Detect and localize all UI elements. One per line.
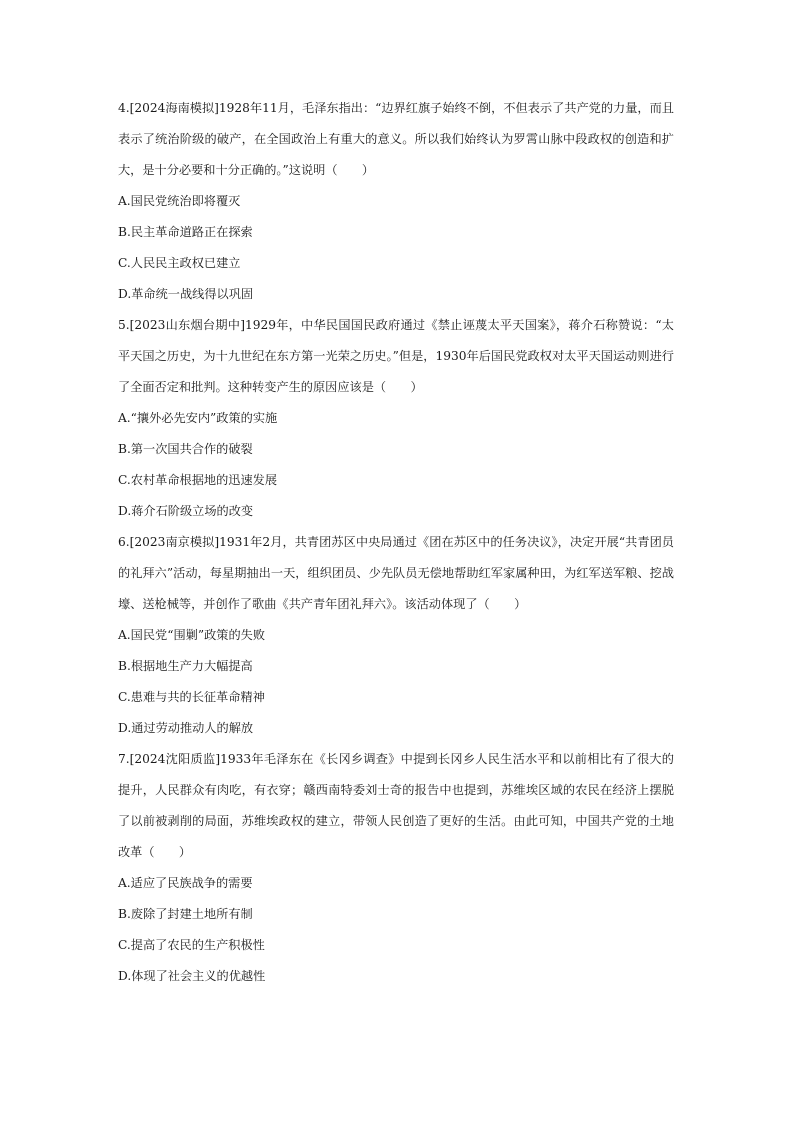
option-b: B.根据地生产力大幅提高: [118, 659, 253, 673]
question-stem: 5.[2023山东烟台期中]1929年，中华民国国民政府通过《禁止诬蔑太平天国案》，蒋介石称赞说：“太平天国之历史，为十九世纪在东方第一光荣之历史。”但是，1930年后国民党政权对太平天国运动则进行了全面否定和批判。这种转变产生的原因应该是（ ）: [118, 318, 674, 394]
question-stem: 6.[2023南京模拟]1931年2月，共青团苏区中央局通过《团在苏区中的任务决议》，决定开展“共青团员的礼拜六”活动，每星期抽出一天，组织团员、少先队员无偿地帮助红军家属种田，为红军送军粮、挖战壕、送枪械等，并创作了歌曲《共产青年团礼拜六》。该活动体现了（ ）: [118, 535, 674, 611]
question-7: [118, 744, 674, 992]
option-d: D.蒋介石阶级立场的改变: [118, 504, 254, 518]
option-b: B.废除了封建土地所有制: [118, 907, 253, 921]
option-a: A.国民党“围剿”政策的失败: [118, 628, 266, 642]
question-4: [118, 93, 674, 310]
option-c: C.人民民主政权已建立: [118, 256, 241, 270]
question-stem: 4.[2024海南模拟]1928年11月，毛泽东指出：“边界红旗子始终不倒，不但表示了共产党的力量，而且表示了统治阶级的破产，在全国政治上有重大的意义。所以我们始终认为罗霄山脉中段政权的创造和扩大，是十分必要和十分正确的。”这说明（ ）: [118, 101, 674, 177]
question-6: [118, 527, 674, 744]
question-5: [118, 310, 674, 527]
option-c: C.提高了农民的生产积极性: [118, 938, 265, 952]
option-d: D.通过劳动推动人的解放: [118, 721, 254, 735]
option-a: A.“攘外必先安内”政策的实施: [118, 411, 278, 425]
option-d: D.革命统一战线得以巩固: [118, 287, 254, 301]
option-b: B.民主革命道路正在探索: [118, 225, 253, 239]
option-d: D.体现了社会主义的优越性: [118, 969, 266, 983]
option-a: A.国民党统治即将覆灭: [118, 194, 241, 208]
option-a: A.适应了民族战争的需要: [118, 876, 253, 890]
question-stem: 7.[2024沈阳质监]1933年毛泽东在《长冈乡调查》中提到长冈乡人民生活水平和以前相比有了很大的提升，人民群众有肉吃，有衣穿；赣西南特委刘士奇的报告中也提到，苏维埃区域的农民在经济上摆脱了以前被剥削的局面，苏维埃政权的建立，带领人民创造了更好的生活。由此可知，中国共产党的土地改革（ ）: [118, 752, 674, 859]
option-c: C.农村革命根据地的迅速发展: [118, 473, 278, 487]
document-page: [118, 93, 674, 992]
option-b: B.第一次国共合作的破裂: [118, 442, 253, 456]
option-c: C.患难与共的长征革命精神: [118, 690, 265, 704]
